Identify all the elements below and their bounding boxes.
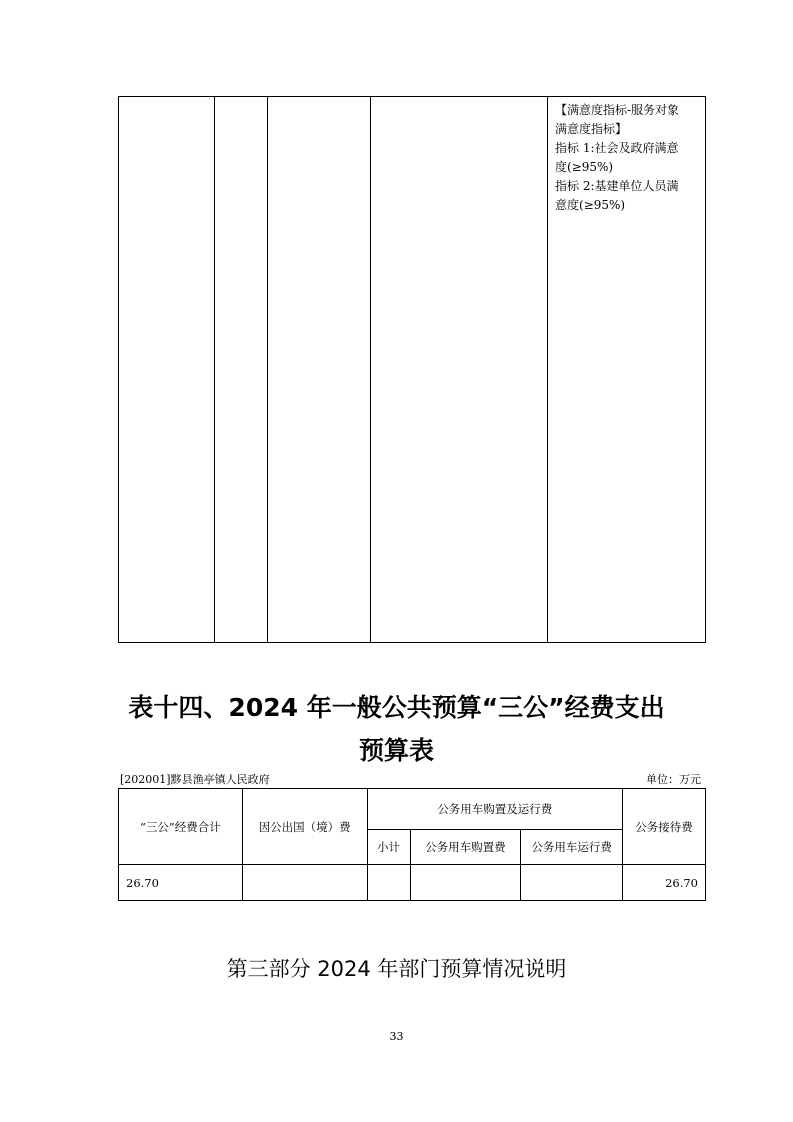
- continuation-table: [118, 96, 706, 643]
- indicator-line: 指标 1:社会及政府满意: [555, 141, 679, 155]
- cell-reception: 26.70: [623, 865, 706, 901]
- cell-subtotal: [367, 865, 410, 901]
- header-reception: 公务接待费: [623, 789, 706, 865]
- table-title-line2: 预算表: [358, 736, 434, 765]
- cell-total: 26.70: [119, 865, 243, 901]
- column-divider: [547, 97, 548, 642]
- satisfaction-indicator-cell: [555, 101, 705, 215]
- header-total: “三公”经费合计: [119, 789, 243, 865]
- section-title: 第三部分 2024 年部门预算情况说明: [226, 957, 567, 981]
- indicator-line: 度(≥95%): [555, 160, 614, 174]
- unit-label: 单位：万元: [646, 773, 701, 786]
- column-divider: [214, 97, 215, 642]
- cell-abroad: [242, 865, 367, 901]
- column-divider: [370, 97, 371, 642]
- header-abroad: 因公出国（境）费: [242, 789, 367, 865]
- indicator-line: 意度(≥95%): [555, 198, 626, 212]
- cell-purchase: [410, 865, 521, 901]
- header-vehicle-group: 公务用车购置及运行费: [367, 789, 622, 830]
- header-subtotal: 小计: [367, 830, 410, 865]
- table-title-line1: 表十四、2024 年一般公共预算“三公”经费支出: [128, 693, 665, 722]
- indicator-line: 【满意度指标-服务对象: [555, 103, 680, 117]
- indicator-line: 指标 2:基建单位人员满: [555, 179, 679, 193]
- header-purchase: 公务用车购置费: [410, 830, 521, 865]
- unit-name: [202001]黟县渔亭镇人民政府: [120, 773, 270, 786]
- cell-operation: [521, 865, 623, 901]
- three-public-expenses-table: [118, 788, 706, 901]
- column-divider: [267, 97, 268, 642]
- page-number: 33: [389, 1030, 404, 1043]
- header-operation: 公务用车运行费: [521, 830, 623, 865]
- indicator-line: 满意度指标】: [555, 122, 628, 136]
